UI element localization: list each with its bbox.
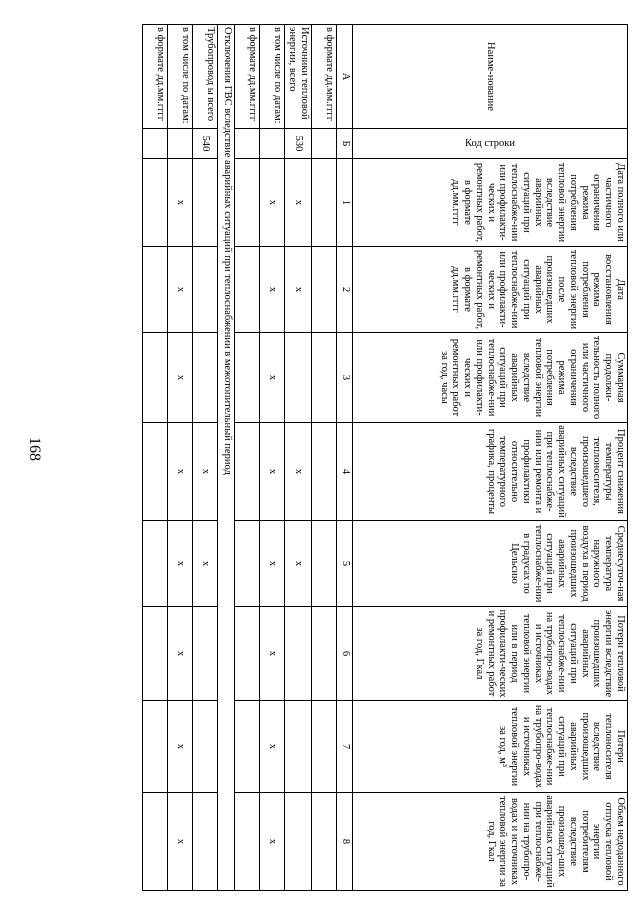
header-col-6: Потери тепловой энергии вследствие произошедших аварийных ситуаций при теплоснабже-нии на трубопро-водах и источниках тепловой энергии или в период профилакти-ческих и ремонтных работ за год, Гкал	[353, 607, 628, 701]
table-cell	[285, 701, 312, 793]
table-row	[312, 25, 337, 891]
table-cell: х	[260, 607, 285, 701]
table-cell	[285, 793, 312, 891]
table-cell: х	[260, 333, 285, 423]
column-number: 4	[337, 423, 353, 521]
header-col-8: Объем недоданного отпуска тепловой энергии потребителям вследствие произошед-ших аварийных ситуаций при теплоснабже-нии на трубопро-водах и источниках тепловой энергии за год, Гкал	[353, 793, 628, 891]
table-cell	[143, 701, 168, 793]
table-cell	[143, 607, 168, 701]
header-row	[353, 25, 628, 891]
table-cell	[285, 607, 312, 701]
column-number: А	[337, 25, 353, 129]
table-row	[285, 25, 312, 891]
rows-before-section	[235, 25, 337, 891]
table-cell	[235, 521, 260, 607]
table-cell	[235, 423, 260, 521]
row-name: в том числе по датам:	[168, 25, 193, 129]
rows-after-section	[143, 25, 218, 891]
table-cell	[312, 423, 337, 521]
table-cell	[235, 159, 260, 247]
header-col-1: Дата полного или частичного ограничения режима потребления тепловой энергии вследствие аварийных ситуаций при теплоснабже-нии или профилакти-ческих и ремонтных работ, в формате дд.мм.гггг	[353, 159, 628, 247]
row-code: 540	[193, 129, 218, 159]
row-code	[168, 129, 193, 159]
header-col-5: Среднесуточ-ная температура наружного воздуха в период произошедших аварийных ситуаций при теплоснабже-нии в градусах по Цельсию	[353, 521, 628, 607]
table-row	[235, 25, 260, 891]
table-cell	[235, 247, 260, 333]
row-code: 530	[285, 129, 312, 159]
table-cell: х	[260, 793, 285, 891]
column-number: Б	[337, 129, 353, 159]
table-cell	[235, 333, 260, 423]
table-cell: х	[285, 521, 312, 607]
header-col-2: Дата восстановления режима потребления тепловой энергии после произошедших аварийных ситуаций при теплоснабже-нии или профилакти-ческих и ремонтных работ, в формате дд.мм.гггг	[353, 247, 628, 333]
row-name: в формате дд.мм.гггг	[312, 25, 337, 129]
table-row	[193, 25, 218, 891]
table-cell	[312, 247, 337, 333]
table-cell	[143, 423, 168, 521]
table-cell	[312, 607, 337, 701]
table-cell	[143, 333, 168, 423]
table-cell: х	[260, 701, 285, 793]
table-cell: х	[168, 423, 193, 521]
table-cell	[193, 607, 218, 701]
table-cell: х	[168, 521, 193, 607]
table-cell	[235, 793, 260, 891]
header-col-7: Потери теплоносителя вследствие произошедших аварийных ситуаций при теплоснабже-нии на трубопро-водах и источниках тепловой энергии за год, м³	[353, 701, 628, 793]
header-name: Наиме-нование	[353, 25, 628, 129]
table-cell	[193, 247, 218, 333]
table-cell: х	[168, 793, 193, 891]
row-name: в формате дд.мм.гггг	[143, 25, 168, 129]
page-number: 168	[26, 437, 43, 461]
table-cell	[312, 701, 337, 793]
table-row	[143, 25, 168, 891]
header-code	[353, 129, 628, 159]
column-number-row	[337, 25, 353, 891]
row-name: Трубопровод ы всего	[193, 25, 218, 129]
table-cell	[193, 333, 218, 423]
table-cell	[235, 701, 260, 793]
table-cell	[143, 521, 168, 607]
table-cell: х	[285, 423, 312, 521]
table-cell	[143, 793, 168, 891]
table-cell	[312, 793, 337, 891]
row-name: в формате дд.мм.гггг	[235, 25, 260, 129]
column-number: 2	[337, 247, 353, 333]
table-cell: х	[168, 607, 193, 701]
header-col-4: Процент снижения температуры теплоносителя, произошедшего вследствие аварийных ситуаций при теплоснабже-нии или ремонта и профилактики относительно температурного графика, проценты	[353, 423, 628, 521]
row-code	[235, 129, 260, 159]
column-number: 3	[337, 333, 353, 423]
table-cell	[312, 159, 337, 247]
table-cell: х	[193, 423, 218, 521]
table-cell	[285, 333, 312, 423]
rotated-page	[20, 24, 628, 890]
row-name: Источники тепловой энергии, всего	[285, 25, 312, 129]
table-cell: х	[285, 159, 312, 247]
column-number: 5	[337, 521, 353, 607]
table-cell: х	[168, 701, 193, 793]
table-cell: х	[260, 521, 285, 607]
table-cell	[193, 159, 218, 247]
table-cell: х	[260, 423, 285, 521]
section-title: Отключения ГВС вследствие аварийных ситуаций при теплоснабжении в межотопительный период	[218, 25, 235, 891]
header-col-3: Суммарная продолжи-тельность полного или частичного ограничения режима потребления тепловой энергии вследствие аварийных ситуаций при теплоснабже-нии или профилакти-ческих и ремонтных работ за год, часы	[353, 333, 628, 423]
table-cell: х	[168, 159, 193, 247]
table-cell	[193, 793, 218, 891]
header-code-label: Код строки	[465, 137, 515, 149]
table-cell	[143, 159, 168, 247]
row-code	[312, 129, 337, 159]
table-cell	[235, 607, 260, 701]
table-cell: х	[168, 333, 193, 423]
accident-table	[143, 24, 629, 891]
table-cell: х	[260, 159, 285, 247]
table-cell: х	[193, 521, 218, 607]
column-number: 6	[337, 607, 353, 701]
table-cell	[193, 701, 218, 793]
table-cell: х	[285, 247, 312, 333]
table-row	[260, 25, 285, 891]
section-row	[218, 25, 235, 891]
row-code	[260, 129, 285, 159]
row-code	[143, 129, 168, 159]
table-row	[168, 25, 193, 891]
table-cell: х	[260, 247, 285, 333]
table-cell	[143, 247, 168, 333]
table-cell	[312, 333, 337, 423]
table-cell: х	[168, 247, 193, 333]
column-number: 1	[337, 159, 353, 247]
column-number: 7	[337, 701, 353, 793]
row-name: в том числе по датам:	[260, 25, 285, 129]
column-number: 8	[337, 793, 353, 891]
table-cell	[312, 521, 337, 607]
